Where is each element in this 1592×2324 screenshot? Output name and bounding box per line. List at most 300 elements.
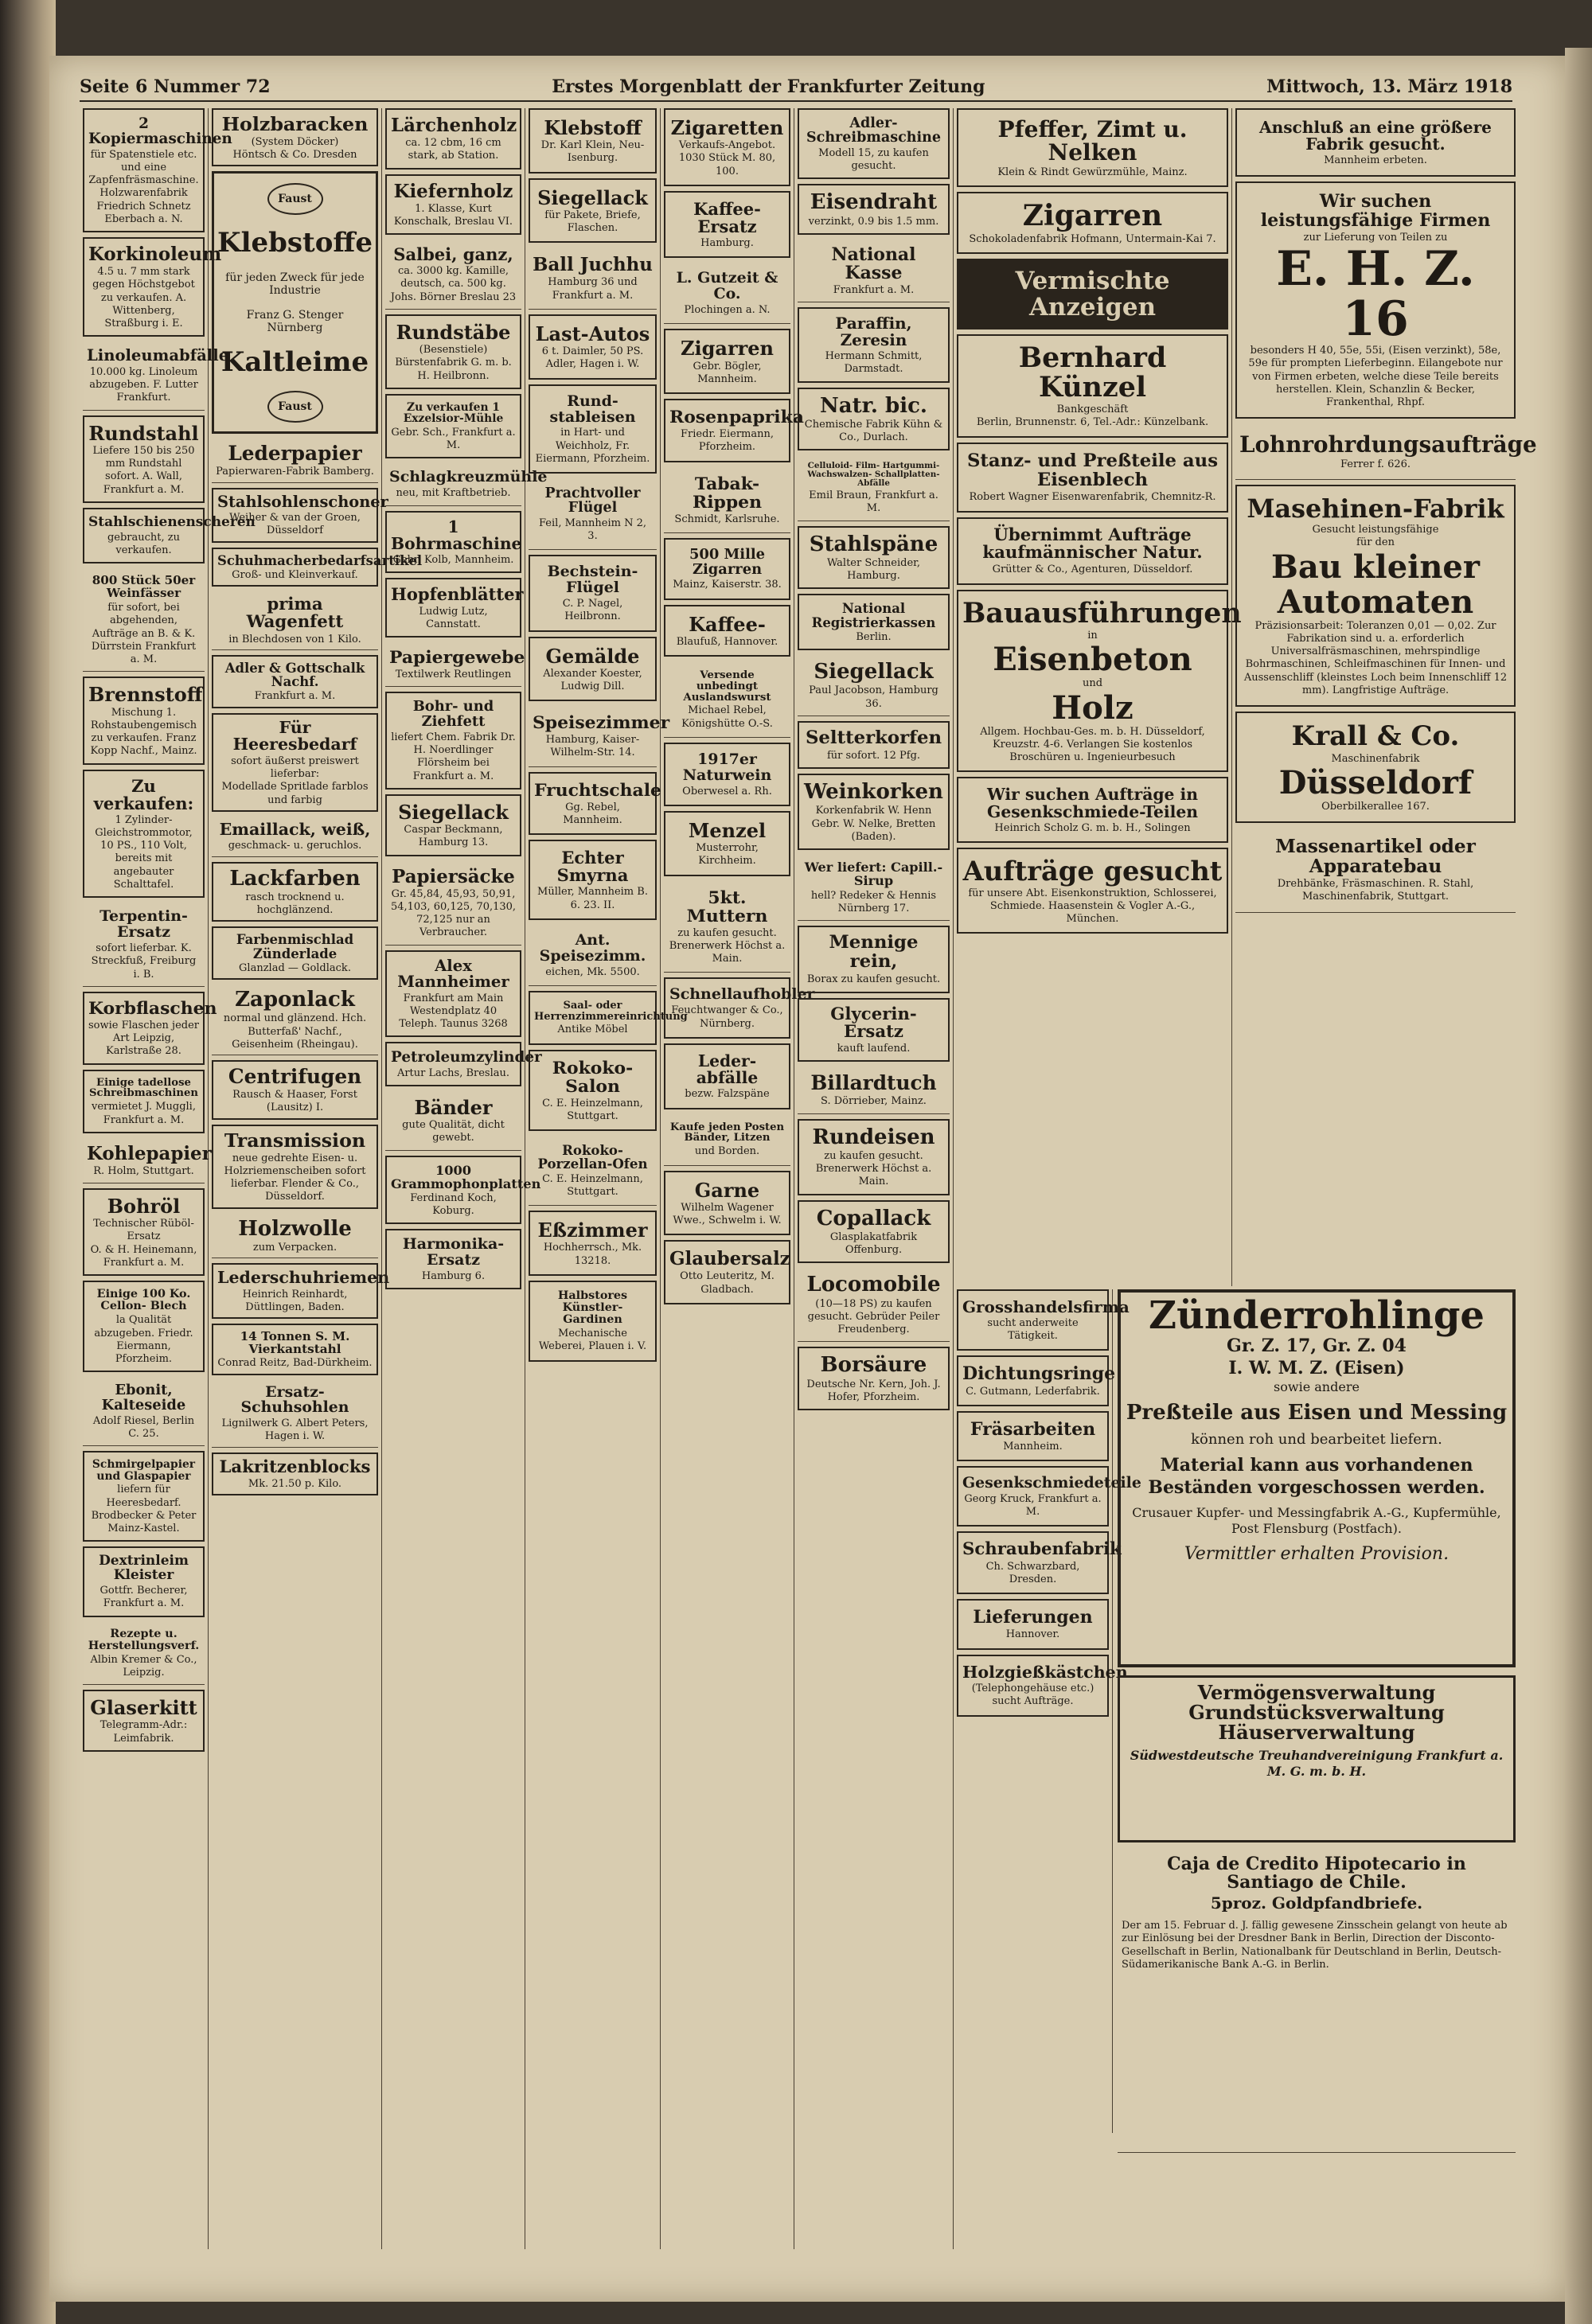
col6-ad-8-headline: Siegellack	[814, 660, 934, 684]
col6-ad-4-headline: Natr. bic.	[820, 393, 927, 418]
col3-ad-3-headline: Rundstäbe	[396, 320, 511, 344]
col2-ad-14-text: zum Verpacken.	[252, 1241, 338, 1254]
col3-ad-6-headline: 1 Bohrmaschine	[391, 517, 522, 553]
col1-ad-11-headline: Kohlepapier	[87, 1143, 212, 1164]
col5-ad-8-text: Michael Rebel, Königshütte O.-S.	[681, 704, 773, 730]
col6-ad-8-text: Paul Jacobson, Hamburg 36.	[809, 684, 938, 710]
col6-ad-2-headline: National Kasse	[831, 244, 916, 283]
col7-ad-15-text: (Telephongehäuse etc.) sucht Aufträge.	[971, 1683, 1094, 1708]
col3-ad-1-headline: Kiefernholz	[393, 181, 513, 202]
col7-ad-3	[957, 334, 1228, 438]
ad-zuenderrohlinge	[1118, 1289, 1516, 1667]
col5-ad-3-text: Gebr. Bögler, Mannheim.	[693, 360, 762, 385]
col1-ad-2-headline: Linoleumabfälle	[87, 346, 229, 365]
col2-ad-18	[212, 1452, 378, 1496]
col4-ad-2-text: Hamburg 36 und Frankfurt a. M.	[548, 276, 638, 302]
col3-ad-1	[385, 174, 521, 236]
col5-ad-15-headline: Garne	[694, 1178, 760, 1202]
col6-ad-13	[798, 998, 950, 1063]
col4-ad-6-text: C. P. Nagel, Heilbronn.	[562, 598, 623, 623]
col7-ad-7-text: Heinrich Scholz G. m. b. H., Solingen	[994, 822, 1191, 835]
faust-logo-bottom: Faust	[267, 391, 323, 423]
col5-ad-12	[664, 977, 815, 1038]
col4-ad-0	[529, 108, 657, 174]
col7-ad-3-text: Berlin, Brunnenstr. 6, Tel.-Adr.: Künzelbank.	[976, 416, 1209, 429]
ad-zuenderrohlinge-line4: Preßteile aus Eisen und Messing	[1126, 1401, 1508, 1425]
col1-ad-11-text: R. Holm, Stuttgart.	[93, 1164, 194, 1177]
col4-ad-6	[529, 555, 657, 631]
col3-ad-15-text: Ferdinand Koch, Koburg.	[410, 1191, 497, 1217]
col1-ad-14-text: Adolf Riesel, Berlin C. 25.	[92, 1414, 195, 1441]
col1-ad-0-subline: für Spatenstiele etc. und eine Zapfenfräsmaschine.	[88, 148, 199, 187]
col7-ad-10-headline: Dichtungsringe	[962, 1363, 1116, 1385]
col3-ad-9	[385, 692, 521, 790]
col2-ad-6	[212, 655, 378, 708]
col1-ad-8-text: sofort lieferbar. K. Streckfuß, Freiburg i. B.	[91, 942, 197, 981]
col7-ad-7-headline: Wir suchen Aufträge in Gesenkschmiede-Teilen	[986, 785, 1199, 821]
col6-ad-12-headline: Mennige rein,	[829, 932, 919, 973]
col2-ad-3	[212, 488, 388, 543]
col5-ad-5-text: Schmidt, Karlsruhe.	[674, 513, 780, 525]
col2-ad-16	[212, 1324, 378, 1375]
col1-ad-3	[83, 415, 205, 503]
col8-ad-4-headline: Krall & Co.	[1291, 720, 1460, 753]
col7-ad-2-headline: Vermischte Anzeigen	[1015, 267, 1170, 322]
ad-vermoegensverwaltung	[1118, 1675, 1516, 1842]
col5-ad-5	[664, 467, 790, 533]
col3-ad-13	[385, 1042, 542, 1086]
col4-ad-14-headline: Rokoko-Porzellan-Ofen	[537, 1142, 648, 1172]
col3-ad-12	[385, 950, 521, 1038]
col7-ad-8-text: für unsere Abt. Eisenkonstruktion, Schlosserei, Schmiede. Haasenstein & Vogler A.-G., München.	[968, 887, 1217, 926]
col5-ad-11-text: zu kaufen gesucht. Brenerwerk Höchst a. Main.	[669, 926, 786, 965]
col3-ad-0-text: ca. 12 cbm, 16 cm stark, ab Station.	[405, 137, 501, 162]
col3-ad-16	[385, 1229, 521, 1289]
col1-ad-14-headline: Ebonit, Kalteseide	[101, 1382, 186, 1414]
ad-faust-klebstoffe	[212, 171, 378, 434]
col5-ad-9	[664, 743, 790, 806]
col3-ad-12-headline: Alex Mannheimer	[397, 956, 509, 992]
col2-ad-9-text: rasch trocknend u. hochglänzend.	[245, 891, 345, 917]
col7-ad-14	[957, 1599, 1109, 1649]
col7-ad-14-text: Hannover.	[1005, 1628, 1060, 1641]
col6-ad-18-text: Deutsche Nr. Kern, Joh. J. Hofer, Pforzheim.	[806, 1378, 941, 1404]
col5-ad-3	[664, 329, 790, 394]
col6-ad-17-text: (10—18 PS) zu kaufen gesucht. Gebrüder Peiler Freudenberg.	[807, 1297, 940, 1336]
col2-ad-18-text: Mk. 21.50 p. Kilo.	[248, 1477, 342, 1490]
col2-ad-13-text: neue gedrehte Eisen- u. Holzriemenscheiben sofort lieferbar. Flender & Co., Düsseldorf.	[224, 1152, 366, 1203]
col1-ad-7	[83, 770, 205, 899]
col4-ad-10-text: Müller, Mannheim B. 6. 23. II.	[537, 886, 648, 911]
col4-ad-11-text: eichen, Mk. 5500.	[545, 965, 640, 978]
col2-ad-13	[212, 1125, 378, 1209]
col1-ad-2-text: 10.000 kg. Linoleum abzugeben. F. Lutter Frankfurt.	[89, 365, 198, 404]
col2-ad-7	[212, 713, 378, 812]
col8-ad-4-big: Düsseldorf	[1278, 764, 1473, 802]
col4-ad-7-headline: Gemälde	[545, 644, 640, 668]
col5-ad-14	[664, 1114, 790, 1166]
col4-ad-11-headline: Ant. Speisezimm.	[539, 930, 646, 965]
col7-ad-5-headline: Übernimmt Aufträge kaufmännischer Natur.	[982, 524, 1203, 563]
col5-ad-0-text: Verkaufs-Angebot. 1030 Stück M. 80, 100.	[678, 139, 776, 177]
col4-ad-1	[529, 178, 657, 244]
col5-ad-13-text: bezw. Falzspäne	[685, 1088, 770, 1101]
col3-ad-11-text: Gr. 45,84, 45,93, 50,91, 54,103, 60,125, 70,130, 72,125 nur an Verbraucher.	[390, 887, 517, 939]
col2-ad-0	[212, 108, 378, 166]
col8-ad-4	[1235, 712, 1516, 823]
col7-ad-0-text: Klein & Rindt Gewürzmühle, Mainz.	[997, 166, 1188, 178]
col6-ad-4	[798, 388, 950, 451]
col8-ad-2-headline: Lohnrohrdungsaufträge	[1239, 431, 1537, 458]
col5-ad-5-headline: Tabak-Rippen	[693, 473, 762, 513]
col1-ad-0-text: Holzwarenfabrik Friedrich Schnetz Eberbach a. N.	[96, 187, 191, 225]
col8-ad-1-headline: Wir suchen leistungsfähige Firmen	[1260, 191, 1491, 231]
col1-ad-5	[83, 568, 205, 672]
col7-ad-8	[957, 848, 1228, 934]
col7-ad-1-headline: Zigarren	[1022, 199, 1163, 233]
col8-ad-5-text: Drehbänke, Fräsmaschinen. R. Stahl, Maschinenfabrik, Stuttgart.	[1277, 878, 1474, 903]
col6-ad-8	[798, 655, 950, 716]
page-header	[80, 76, 1512, 102]
col2-ad-9-headline: Lackfarben	[229, 866, 361, 891]
col2-ad-10	[212, 926, 378, 980]
col7-ad-6-subline2: und	[1082, 677, 1103, 690]
col2-ad-4-text: Groß- und Kleinverkauf.	[232, 568, 358, 581]
col2-ad-10-headline: Farbenmischlad Zünderlade	[236, 932, 354, 961]
col6-ad-9-text: für sofort. 12 Pfg.	[826, 749, 921, 762]
col5-ad-14-text: und Borden.	[694, 1145, 760, 1158]
col5-ad-4	[664, 399, 804, 462]
col6-ad-11	[798, 855, 950, 921]
col7-ad-3-subline: Bankgeschäft	[1056, 404, 1129, 416]
col5-ad-12-text: Feuchtwanger & Co., Nürnberg.	[671, 1004, 783, 1030]
col6-ad-6-text: Walter Schneider, Hamburg.	[826, 556, 921, 583]
col2-ad-16-text: Conrad Reitz, Bad-Dürkheim.	[217, 1357, 373, 1370]
column-4	[525, 108, 688, 2249]
col2-ad-12	[212, 1060, 378, 1120]
faust-logo: Faust	[267, 183, 323, 215]
col2-ad-10-text: Glanzlad — Goldlack.	[239, 961, 351, 974]
col4-ad-8	[529, 706, 670, 767]
col2-ad-13-headline: Transmission	[224, 1129, 366, 1152]
col1-ad-3-text: Liefere 150 bis 250 mm Rundstahl sofort. A. Wall, Frankfurt a. M.	[92, 444, 195, 496]
col7-ad-12-text: Georg Kruck, Frankfurt a. M.	[964, 1492, 1102, 1519]
col8-ad-0	[1235, 108, 1516, 177]
col3-ad-13-headline: Petroleumzylinder	[391, 1049, 542, 1066]
col2-ad-7-subline: sofort äußerst preiswert lieferbar:	[231, 755, 359, 780]
col7-ad-10	[957, 1355, 1116, 1406]
col4-ad-15-headline: Eßzimmer	[537, 1219, 648, 1242]
col1-ad-15	[83, 1451, 205, 1542]
col8-ad-1-text: besonders H 40, 55e, 55i, (Eisen verzinkt), 58e, 59e für prompten Lieferbeginn. Eilangebote nur von Firmen erbeten, welche diese Teile bereits herstellen. Klein, Schanzlin & Becker, Frankenthal, Rhpf.	[1248, 345, 1503, 409]
col7-ad-0-headline: Pfeffer, Zimt u. Nelken	[997, 116, 1188, 166]
col1-ad-11	[83, 1138, 212, 1183]
col4-ad-15	[529, 1211, 657, 1276]
col1-ad-18	[83, 1690, 205, 1752]
col1-ad-13-text: abzugeben. Friedr. Eiermann, Pforzheim.	[94, 1327, 193, 1366]
col7-ad-6-big: Eisenbeton	[993, 641, 1192, 679]
col6-ad-15	[798, 1119, 950, 1195]
col8-ad-0-headline: Anschluß an eine größere Fabrik gesucht.	[1259, 118, 1492, 154]
col3-ad-7-headline: Hopfenblätter	[391, 584, 524, 605]
col4-ad-4-text: in Hart- und Weichholz, Fr. Eiermann, Pforzheim.	[535, 427, 650, 465]
col2-ad-17	[212, 1380, 378, 1448]
col3-ad-6-text: Gebr. Kolb, Mannheim.	[392, 554, 514, 567]
column-7	[954, 108, 1242, 1286]
col2-ad-11-headline: Zaponlack	[235, 988, 355, 1012]
col2-ad-6-headline: Adler & Gottschalk Nachf.	[224, 660, 365, 690]
col8-ad-2	[1235, 423, 1537, 479]
col5-ad-7-headline: Kaffee-	[689, 612, 766, 636]
header-masthead: Erstes Morgenblatt der Frankfurter Zeitung	[552, 76, 985, 97]
col6-ad-9-headline: Seltterkorfen	[805, 727, 942, 748]
col7-ad-7	[957, 777, 1228, 843]
col6-ad-9	[798, 721, 950, 769]
col7-ad-9	[957, 1289, 1130, 1351]
col8-ad-3-big: Bau kleiner Automaten	[1271, 548, 1480, 621]
col6-ad-3-text: Hermann Schmitt, Darmstadt.	[825, 350, 923, 376]
col3-ad-0	[385, 108, 521, 170]
col6-ad-10-headline: Weinkorken	[804, 780, 943, 805]
col2-ad-15	[212, 1263, 390, 1319]
col4-ad-7-text: Alexander Koester, Ludwig Dill.	[543, 667, 642, 692]
col3-ad-5	[385, 463, 548, 505]
col3-ad-7	[385, 578, 524, 638]
col6-ad-0-text: Modell 15, zu kaufen gesucht.	[818, 146, 929, 173]
col2-ad-2-text: Papierwaren-Fabrik Bamberg.	[216, 466, 374, 478]
col2-ad-11-text: normal und glänzend. Hch. Butterfaß' Nachf., Geisenheim (Rheingau).	[223, 1012, 367, 1051]
col6-ad-0-headline: Adler- Schreibmaschine	[806, 115, 941, 146]
ad-zuenderrohlinge-line7: Crusauer Kupfer- und Messingfabrik A.-G., Kupfermühle, Post Flensburg (Postfach).	[1132, 1505, 1501, 1537]
col2-ad-4-headline: Schuhmacherbedarfsartikel	[217, 552, 423, 568]
col4-ad-9-headline: Fruchtschale	[534, 779, 661, 801]
col3-ad-14-headline: Bänder	[414, 1095, 493, 1119]
col8-ad-3	[1235, 485, 1516, 707]
col3-ad-10-text: Caspar Beckmann, Hamburg 13.	[404, 824, 503, 849]
col5-ad-0	[664, 108, 790, 186]
col6-ad-3	[798, 307, 950, 382]
col1-ad-18-text: Telegramm-Adr.: Leimfabrik.	[100, 1719, 188, 1745]
col4-ad-4	[529, 384, 657, 474]
col3-ad-6	[385, 511, 521, 574]
ad-zuenderrohlinge-line5: können roh und bearbeitet liefern.	[1191, 1430, 1442, 1448]
col8-ad-5	[1235, 828, 1516, 912]
col7-ad-15-headline: Holzgießkästchen	[962, 1662, 1128, 1682]
col2-ad-18-headline: Lakritzenblocks	[219, 1456, 371, 1477]
col5-ad-15-text: Wilhelm Wagener Wwe., Schwelm i. W.	[673, 1201, 782, 1227]
col3-ad-9-text: liefert Chem. Fabrik Dr. H. Noerdlinger Flörsheim bei Frankfurt a. M.	[391, 731, 516, 782]
col5-ad-10-text: Musterrohr, Kirchheim.	[696, 842, 759, 868]
col5-ad-6	[664, 538, 790, 600]
ad-zuenderrohlinge-line2: I. W. M. Z. (Eisen)	[1228, 1357, 1405, 1378]
col2-ad-0-headline: Holzbaracken	[221, 113, 369, 135]
col5-ad-13-headline: Leder- abfälle	[696, 1051, 759, 1088]
col5-ad-1	[664, 191, 790, 258]
col7-ad-11	[957, 1411, 1109, 1461]
col3-ad-4-headline: Zu verkaufen 1 Exzelsior-Mühle	[403, 400, 504, 426]
col4-ad-13-text: C. E. Heinzelmann, Stuttgart.	[542, 1097, 643, 1122]
col6-ad-7-text: Berlin.	[856, 630, 892, 643]
col6-ad-6-headline: Stahlspäne	[809, 532, 938, 556]
col6-ad-16-text: Glasplakatfabrik Offenburg.	[829, 1230, 918, 1257]
col6-ad-15-text: zu kaufen gesucht. Brenerwerk Höchst a. Main.	[815, 1149, 932, 1188]
ad-zuenderrohlinge-line8: Vermittler erhalten Provision.	[1184, 1544, 1450, 1565]
column-6	[794, 108, 954, 2249]
ad-caja-credito-sub: 5proz. Goldpfandbriefe.	[1210, 1893, 1423, 1913]
col5-ad-6-headline: 500 Mille Zigarren	[689, 545, 766, 578]
col6-ad-4-text: Chemische Fabrik Kühn & Co., Durlach.	[804, 418, 943, 444]
col1-ad-5-text: für sofort, bei abgehenden, Aufträge an B. & K. Dürrstein Frankfurt a. M.	[91, 602, 197, 666]
ad-caja-credito-text: Der am 15. Februar d. J. fällig gewesene Zinsschein gelangt von heute ab zur Einlösung bei der Dresdner Bank in Berlin, Direction der Disconto-Gesellschaft in Berlin, Nationalbank für Deutschland in Berlin, Deutsch-Südamerikanische Bank A.-G. in Berlin.	[1122, 1920, 1508, 1971]
col3-ad-4	[385, 394, 521, 459]
col1-ad-15-text: liefern für Heeresbedarf. Brodbecker & Peter Mainz-Kastel.	[91, 1484, 197, 1535]
col2-ad-6-text: Frankfurt a. M.	[254, 690, 336, 703]
col1-ad-2	[83, 341, 229, 410]
col7-ad-5	[957, 517, 1228, 585]
col6-ad-1-text: verzinkt, 0.9 bis 1.5 mm.	[808, 215, 939, 228]
col3-ad-16-text: Hamburg 6.	[421, 1269, 486, 1282]
col1-ad-16-headline: Dextrinleim Kleister	[99, 1553, 189, 1584]
faust-sub: für jeden Zweck für jede Industrie	[225, 271, 365, 297]
col8-ad-0-text: Mannheim erbeten.	[1324, 154, 1427, 167]
col4-ad-5-text: Feil, Mannheim N 2, 3.	[539, 517, 646, 542]
col1-ad-10-text: vermietet J. Muggli, Frankfurt a. M.	[92, 1101, 196, 1126]
col7-ad-10-text: C. Gutmann, Lederfabrik.	[966, 1385, 1100, 1398]
col6-ad-12	[798, 926, 950, 992]
col1-ad-10-headline: Einige tadellose Schreibmaschinen	[89, 1076, 198, 1100]
col3-ad-10-headline: Siegellack	[398, 800, 509, 824]
col4-ad-9-text: Gg. Rebel, Mannheim.	[563, 801, 622, 826]
col4-ad-0-headline: Klebstoff	[544, 116, 642, 139]
col1-ad-16	[83, 1546, 205, 1616]
col2-ad-3-headline: Stahlsohlenschoner	[217, 492, 388, 511]
col1-ad-9-text: sowie Flaschen jeder Art Leipzig, Karlstraße 28.	[88, 1019, 200, 1058]
col2-ad-9	[212, 862, 378, 922]
col4-ad-2-headline: Ball Juchhu	[533, 255, 653, 276]
col5-ad-2-text: Plochingen a. N.	[684, 304, 771, 317]
col3-ad-0-headline: Lärchenholz	[391, 115, 517, 136]
col7-ad-13-text: Ch. Schwarzbard, Dresden.	[985, 1560, 1080, 1586]
col2-ad-11	[212, 985, 378, 1055]
col3-ad-14-text: gute Qualität, dicht gewebt.	[402, 1119, 505, 1144]
col5-ad-16-headline: Glaubersalz	[669, 1249, 790, 1270]
col2-ad-5-text: in Blechdosen von 1 Kilo.	[228, 633, 361, 645]
col6-ad-0	[798, 108, 950, 179]
col7-ad-12-headline: Gesenkschmiedeteile	[962, 1474, 1141, 1492]
col6-ad-14	[798, 1066, 950, 1113]
col2-ad-7-text: Modellade Spritlade farblos und farbig	[221, 781, 369, 806]
column-3	[382, 108, 548, 2249]
col7-ad-4	[957, 443, 1228, 513]
col1-ad-15-headline: Schmirgelpapier und Glaspapier	[92, 1458, 196, 1483]
col5-ad-16-text: Otto Leuteritz, M. Gladbach.	[680, 1270, 775, 1296]
col1-ad-18-headline: Glaserkitt	[90, 1696, 197, 1720]
col4-ad-5-headline: Prachtvoller Flügel	[544, 485, 641, 517]
col6-ad-16	[798, 1200, 950, 1264]
col1-ad-6-headline: Brennstoff	[88, 683, 203, 707]
col3-ad-8-headline: Papiergewebe	[389, 647, 525, 668]
col1-ad-13	[83, 1281, 205, 1372]
col6-ad-12-text: Borax zu kaufen gesucht.	[806, 973, 941, 986]
col5-ad-2	[664, 263, 790, 324]
col8-ad-4-text: Oberbilkerallee 167.	[1321, 801, 1430, 813]
col1-ad-9	[83, 992, 217, 1065]
col2-ad-7-headline: Für Heeresbedarf	[232, 717, 357, 755]
col3-ad-5-headline: Schlagkreuzmühle	[389, 468, 548, 486]
col8-ad-3-headline: Masehinen-Fabrik	[1247, 493, 1504, 524]
col4-ad-15-text: Hochherrsch., Mk. 13218.	[543, 1242, 642, 1267]
col1-ad-0-headline: 2 Kopiermaschinen	[88, 115, 232, 148]
col7-ad-9-text: sucht anderweite Tätigkeit.	[987, 1316, 1079, 1343]
col3-ad-2-text: ca. 3000 kg. Kamille, deutsch, ca. 500 kg. Johs. Börner Breslau 23	[390, 265, 517, 303]
col5-ad-1-headline: Kaffee-Ersatz	[693, 198, 761, 237]
col7-ad-6	[957, 590, 1242, 773]
col5-ad-0-headline: Zigaretten	[670, 116, 784, 139]
col5-ad-9-headline: 1917er Naturwein	[682, 750, 772, 784]
col8-ad-1-subline: zur Lieferung von Teilen zu	[1303, 231, 1448, 244]
faust-text: Franz G. Stenger Nürnberg	[246, 309, 344, 335]
col5-ad-16	[664, 1240, 790, 1304]
col1-ad-17-headline: Rezepte u. Herstellungsverf.	[88, 1627, 200, 1652]
col7-ad-13	[957, 1531, 1122, 1594]
col1-ad-6-text: Mischung 1. Rohstaubengemisch zu verkaufen. Franz Kopp Nachf., Mainz.	[90, 706, 197, 758]
col4-ad-12	[529, 991, 688, 1045]
col5-ad-7	[664, 605, 790, 657]
col3-ad-13-text: Artur Lachs, Breslau.	[396, 1066, 510, 1079]
col7-ad-6-headline: Bauausführungen	[962, 596, 1242, 630]
col1-ad-13-subline: la Qualität	[115, 1314, 172, 1327]
col4-ad-3-text: 6 t. Daimler, 50 PS. Adler, Hagen i. W.	[541, 345, 644, 371]
col2-ad-0-text: Höntsch & Co. Dresden	[232, 149, 357, 162]
col2-ad-17-text: Lignilwerk G. Albert Peters, Hagen i. W.	[221, 1417, 369, 1443]
faust-brand-kaltleime: Kaltleime	[220, 346, 369, 379]
col5-ad-7-text: Blaufuß, Hannover.	[676, 635, 778, 648]
col3-ad-2	[385, 240, 521, 310]
col6-ad-5-headline: Celluloid- Film- Hartgummi- Wachswalzen- Schallplatten- Abfälle	[807, 461, 940, 489]
col1-ad-16-text: Gottfr. Becherer, Frankfurt a. M.	[100, 1585, 188, 1610]
col4-ad-14	[529, 1136, 657, 1206]
col2-ad-4	[212, 548, 423, 587]
col5-ad-9-text: Oberwesel a. Rh.	[682, 785, 772, 797]
col1-ad-4	[83, 508, 256, 563]
col2-ad-5-headline: prima Wagenfett	[246, 595, 344, 633]
col6-ad-7-headline: National Registrierkassen	[811, 601, 936, 630]
col4-ad-13	[529, 1050, 657, 1132]
col5-ad-11	[664, 881, 790, 973]
col1-ad-8	[83, 903, 205, 987]
col6-ad-7	[798, 594, 950, 650]
col6-ad-17-headline: Locomobile	[806, 1273, 941, 1297]
col2-ad-5	[212, 591, 378, 650]
col4-ad-1-headline: Siegellack	[537, 185, 648, 209]
col3-ad-3-subline: (Besenstiele)	[419, 344, 488, 357]
ad-zuenderrohlinge-headline: Zünderrohlinge	[1149, 1293, 1485, 1338]
column-7-lower	[954, 1289, 1141, 2133]
col1-ad-9-headline: Korbflaschen	[88, 997, 217, 1019]
col3-ad-3	[385, 314, 521, 389]
col3-ad-12-text: Frankfurt am Main Westendplatz 40 Teleph. Taunus 3268	[399, 992, 508, 1031]
col6-ad-18	[798, 1347, 950, 1410]
col4-ad-11	[529, 925, 657, 986]
col7-ad-8-headline: Aufträge gesucht	[962, 855, 1223, 887]
col7-ad-1	[957, 192, 1228, 254]
col6-ad-10	[798, 774, 950, 850]
col1-ad-12-headline: Bohröl	[107, 1195, 181, 1219]
col2-ad-2-headline: Lederpapier	[228, 442, 362, 466]
col6-ad-16-headline: Copallack	[816, 1206, 931, 1230]
col6-ad-13-headline: Glycerin-Ersatz	[830, 1004, 917, 1042]
ad-zuenderrohlinge-line1: Gr. Z. 17, Gr. Z. 04	[1227, 1336, 1407, 1357]
